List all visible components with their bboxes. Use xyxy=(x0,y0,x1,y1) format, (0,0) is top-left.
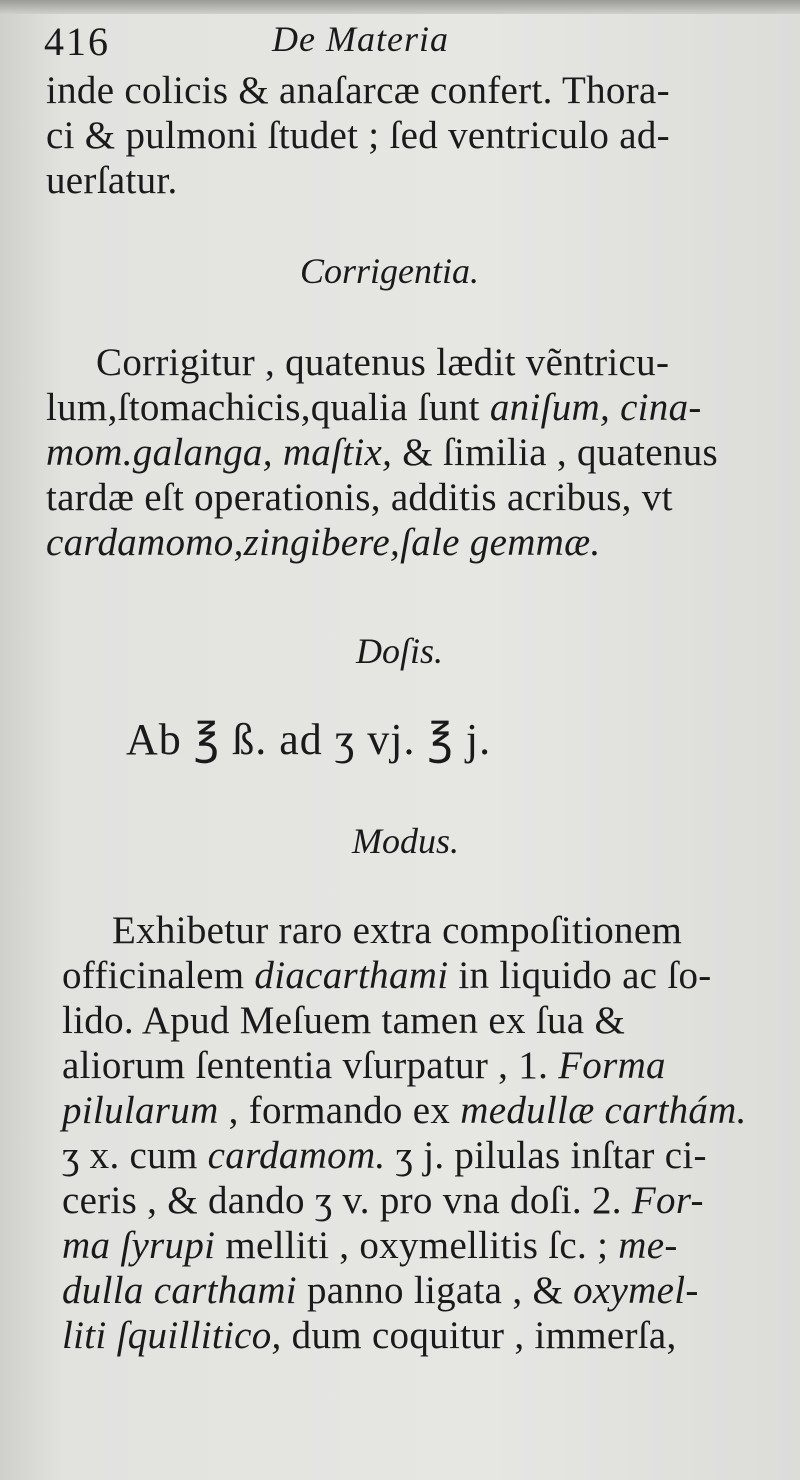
paragraph-modus xyxy=(62,908,782,1358)
text-line: Exhibetur raro extra compoſitionem xyxy=(112,909,683,952)
modus-lines xyxy=(62,908,782,1358)
text-line: dulla carthami panno ligata , & oxymel- xyxy=(62,1269,699,1312)
text-line: ma ſyrupi melliti , oxymellitis ſc. ; me- xyxy=(62,1224,678,1267)
page-header xyxy=(40,8,760,68)
text-line: mom.galanga, maſtix, & ſimilia , quatenus xyxy=(46,431,718,474)
text-line: ʒ x. cum cardamom. ʒ j. pilulas inſtar ci- xyxy=(62,1134,707,1177)
text-line: tardæ eſt operationis, additis acribus, vt xyxy=(46,476,673,519)
italic-span: For- xyxy=(631,1179,704,1222)
paragraph-corrigentia xyxy=(46,340,768,565)
text-line: officinalem diacarthami in liquido ac ſo- xyxy=(62,954,712,997)
text-line: ceris , & dando ʒ v. pro vna doſi. 2. For- xyxy=(62,1179,704,1222)
italic-span: cardamom. xyxy=(207,1134,386,1177)
text-line: uerſatur. xyxy=(46,159,178,202)
italic-span: me- xyxy=(618,1224,678,1267)
corrigentia-lines xyxy=(46,340,768,565)
italic-span: aniſum, cina- xyxy=(489,386,702,429)
italic-span: pilularum xyxy=(62,1089,219,1132)
italic-span: Forma xyxy=(558,1044,666,1087)
text-line: lum,ſtomachicis,qualia ſunt aniſum, cina- xyxy=(46,386,702,429)
italic-span: dulla carthami xyxy=(62,1269,297,1312)
italic-span: liti ſquillitico, xyxy=(62,1314,282,1357)
page-number: 416 xyxy=(44,19,110,64)
text-line: inde colicis & anaſarcæ confert. Thora- xyxy=(46,69,670,112)
text-line: Corrigitur , quatenus lædit vẽntricu- xyxy=(96,341,670,384)
heading-dosis: Doſis. xyxy=(356,631,444,671)
text-line: lido. Apud Meſuem tamen ex ſua & xyxy=(62,999,626,1042)
italic-span: oxymel- xyxy=(573,1269,699,1312)
text-line xyxy=(46,520,768,565)
heading-corrigentia: Corrigentia. xyxy=(300,251,480,291)
running-head: De Materia xyxy=(272,19,449,59)
text-line: aliorum ſententia vſurpatur , 1. Forma xyxy=(62,1044,666,1087)
text-line: pilularum , formando ex medullæ carthám. xyxy=(62,1089,747,1132)
italic-span: diacarthami xyxy=(254,954,449,997)
text-line: liti ſquillitico, dum coquitur , immerſa, xyxy=(62,1314,677,1357)
italic-span: medullæ carthám. xyxy=(460,1089,747,1132)
italic-span: cardamomo,zingibere,ſale gemmæ. xyxy=(46,521,601,564)
text-line: ci & pulmoni ſtudet ; ſed ventriculo ad- xyxy=(46,114,670,157)
heading-modus: Modus. xyxy=(352,821,459,861)
dosis-text: Ab ℥ ß. ad ʒ vj. ℥ j. xyxy=(126,715,492,764)
paragraph-1 xyxy=(46,68,768,203)
italic-span: ma ſyrupi xyxy=(62,1224,216,1267)
italic-span: mom.galanga, maſtix, xyxy=(46,431,393,474)
